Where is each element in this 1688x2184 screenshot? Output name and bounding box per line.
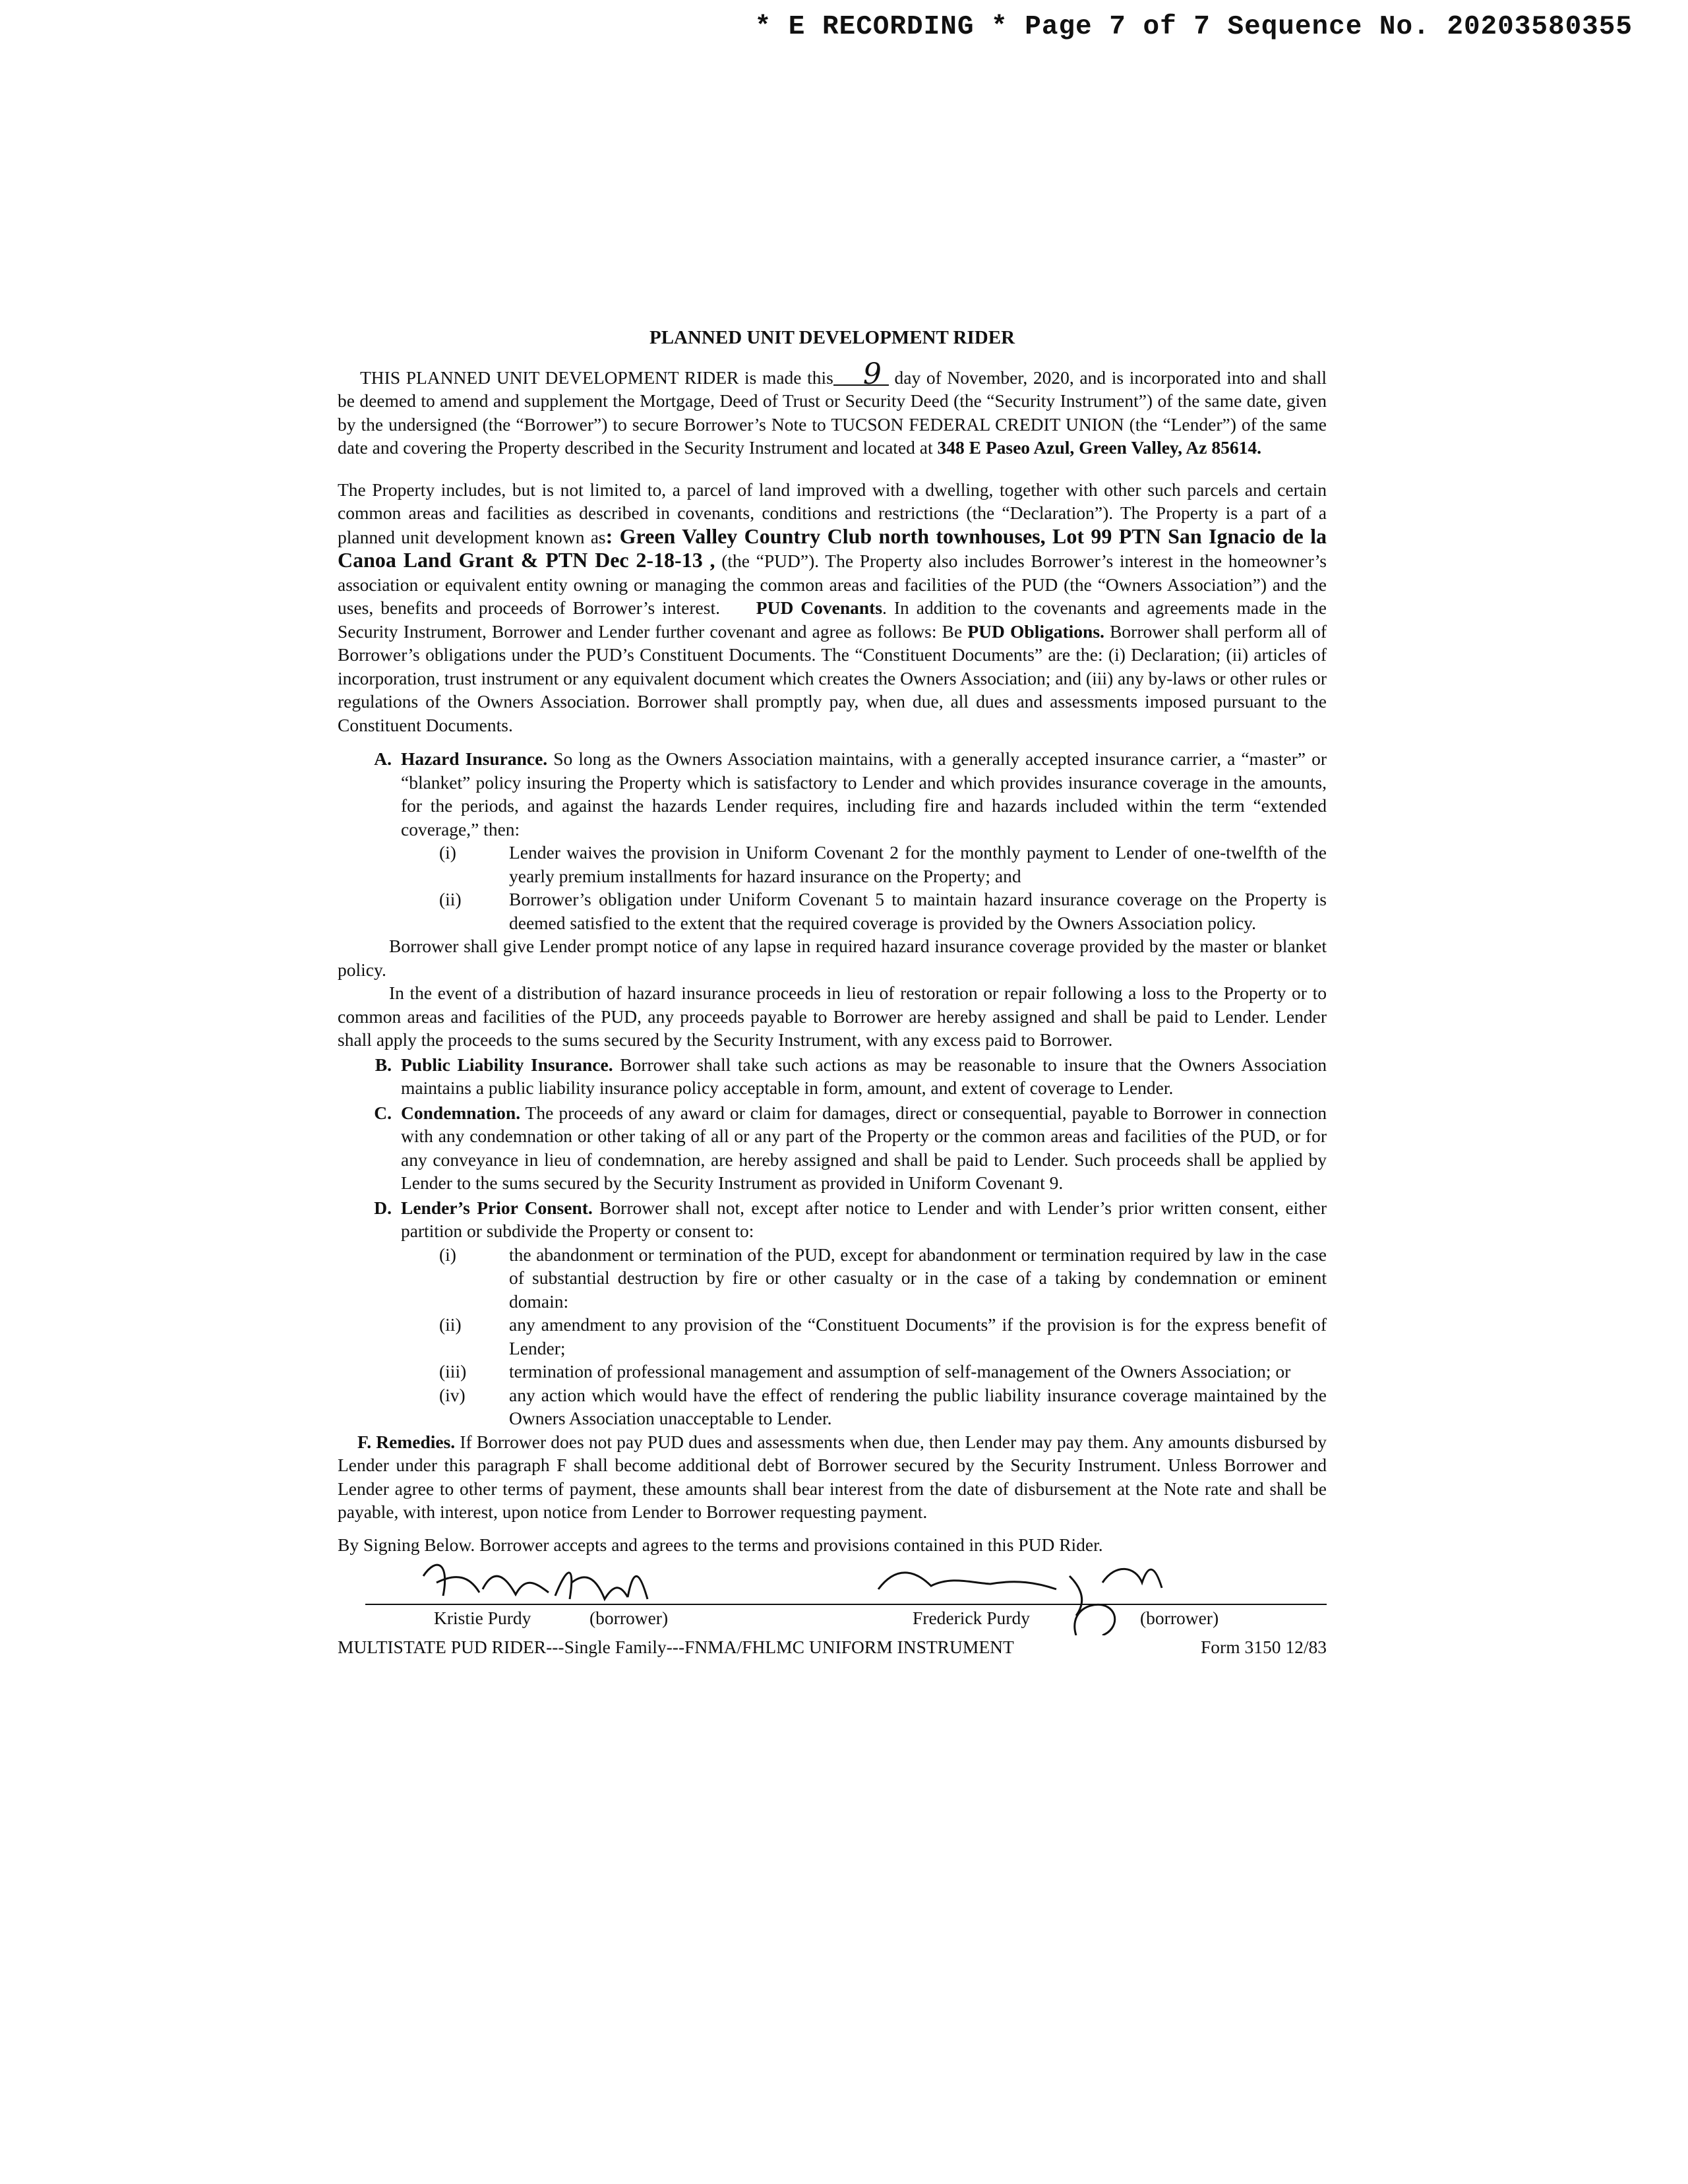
- item-text: any amendment to any provision of the “Constituent Documents” if the provision is for the express benefit of Lender;: [509, 1314, 1327, 1358]
- section-b-heading: Public Liability Insurance.: [401, 1054, 613, 1075]
- signer-2-role: (borrower): [1140, 1608, 1219, 1628]
- signature-block: [338, 1559, 1327, 1631]
- item-text: any action which would have the effect of rendering the public liability insurance coverage maintained by the Owners Association unacceptable to Lender.: [509, 1384, 1327, 1428]
- form-footer: [338, 1635, 1327, 1659]
- document-page: [338, 326, 1327, 1659]
- section-b-letter: B.: [375, 1054, 392, 1075]
- item-number: (i): [439, 842, 456, 863]
- section-a-item: [338, 888, 1327, 934]
- section-f-text: If Borrower does not pay PUD dues and assessments when due, then Lender may pay them. Any amounts disbursed by Lender under this paragraph F shall become additional debt of Borrower secured by the Security Instrument. Unless Borrower and Lender agree to other terms of payment, these amounts shall bear interest from the date of disbursement at the Note rate and shall be payable, with interest, upon notice from Lender to Borrower requesting payment.: [338, 1431, 1327, 1522]
- signing-statement: By Signing Below. Borrower accepts and agrees to the terms and provisions contained in this PUD Rider.: [338, 1534, 1103, 1555]
- section-a-heading: Hazard Insurance.: [401, 748, 548, 769]
- signer-1-name: Kristie Purdy: [434, 1608, 531, 1628]
- item-text: Lender waives the provision in Uniform Covenant 2 for the monthly payment to Lender of one-twelfth of the yearly premium installments for hazard insurance on the Property; and: [509, 842, 1327, 886]
- section-a: [338, 747, 1327, 841]
- intro-text-b: day of November, 2020, and is incorporated into and shall be deemed to amend and supplement the Mortgage, Deed of Trust or Security Deed (the “Security Instrument”) of the same date, given by the undersigned (the “Borrower”) to secure Borrower’s Note to TUCSON FEDERAL CREDIT UNION (the “Lender”) of the same date and covering the Property described in the Security Instrument and located at: [338, 367, 1327, 458]
- signer-2-name: Frederick Purdy: [913, 1608, 1030, 1628]
- section-d: [338, 1196, 1327, 1243]
- intro-paragraph: [338, 357, 1327, 460]
- property-text-d: Borrower shall perform all of Borrower’s obligations under the PUD’s Constituent Documents. The “Constituent Documents” are the: (i) Declaration; (ii) articles of incorporation, trust instrument or any equivalent document which creates the Owners Association; and (iii) any by-laws or other rules or regulations of the Owners Association. Borrower shall promptly pay, when due, all dues and assessments imposed pursuant to the Constituent Documents.: [338, 621, 1327, 735]
- section-a-notice-paragraph: Borrower shall give Lender prompt notice of any lapse in required hazard insurance coverage provided by the master or blanket policy.: [338, 936, 1327, 980]
- footer-form-number: Form 3150 12/83: [1201, 1637, 1327, 1657]
- section-d-heading: Lender’s Prior Consent.: [401, 1197, 593, 1218]
- section-d-item: [338, 1360, 1327, 1383]
- item-text: termination of professional management and assumption of self-management of the Owners Association; or: [509, 1361, 1291, 1381]
- item-text: the abandonment or termination of the PUD, except for abandonment or termination required by law in the case of substantial destruction by fire or other casualty or in the case of a taking by condemnation or eminent domain:: [509, 1244, 1327, 1312]
- section-c-heading: Condemnation.: [401, 1102, 521, 1123]
- section-b: [338, 1053, 1327, 1100]
- property-text-c: . In addition to the covenants and agreements made in the Security Instrument, Borrower and Lender further covenant and agree as follows: Be: [338, 597, 1327, 642]
- section-d-letter: D.: [374, 1197, 392, 1218]
- document-title: PLANNED UNIT DEVELOPMENT RIDER: [649, 327, 1015, 348]
- section-f-heading: F. Remedies.: [357, 1431, 456, 1452]
- item-number: (iii): [439, 1361, 467, 1381]
- property-text-a: The Property includes, but is not limited to, a parcel of land improved with a dwelling, together with other such parcels and certain common areas and facilities as described in covenants, conditions and restrictions (the “Declaration”). The Property is a part of a planned unit development known as: [338, 479, 1327, 547]
- item-text: Borrower’s obligation under Uniform Covenant 5 to maintain hazard insurance coverage on the Property is deemed satisfied to the extent that the required coverage is provided by the Owners Association policy.: [509, 889, 1327, 933]
- section-b-text: Borrower shall take such actions as may be reasonable to insure that the Owners Association maintains a public liability insurance policy acceptable in form, amount, and extent of coverage to Lender.: [401, 1054, 1327, 1098]
- section-d-text: Borrower shall not, except after notice to Lender and with Lender’s prior written consent, either partition or subdivide the Property or consent to:: [401, 1197, 1327, 1241]
- intro-text-a: THIS PLANNED UNIT DEVELOPMENT RIDER is made this: [360, 367, 833, 388]
- pud-obligations-heading: PUD Obligations.: [967, 621, 1104, 642]
- signature-line: [365, 1604, 1327, 1605]
- section-c: [338, 1101, 1327, 1195]
- section-a-proceeds-paragraph: In the event of a distribution of hazard insurance proceeds in lieu of restoration or repair following a loss to the Property or to common areas and facilities of the PUD, any proceeds payable to Borrower are hereby assigned and shall be paid to Lender. Lender shall apply the proceeds to the sums secured by the Security Instrument, with any excess paid to Borrower.: [338, 983, 1327, 1050]
- section-d-item: [338, 1243, 1327, 1314]
- item-number: (iv): [439, 1384, 466, 1405]
- pud-covenants-heading: PUD Covenants: [756, 597, 883, 618]
- footer-form-title: MULTISTATE PUD RIDER---Single Family---FNMA/FHLMC UNIFORM INSTRUMENT: [338, 1637, 1014, 1657]
- property-text-b: (the “PUD”). The Property also includes Borrower’s interest in the homeowner’s association or equivalent entity owning or managing the common areas and facilities of the PUD (the “Owners Association”) and the uses, benefits and proceeds of Borrower’s interest.: [338, 551, 1327, 618]
- property-paragraph: [338, 478, 1327, 737]
- section-c-text: The proceeds of any award or claim for damages, direct or consequential, payable to Borrower in connection with any condemnation or other taking of all or any part of the Property or the common areas and facilities of the PUD, or for any conveyance in lieu of condemnation, are hereby assigned and shall be paid to Lender. Such proceeds shall be applied by Lender to the sums secured by the Security Instrument as provided in Uniform Covenant 9.: [401, 1102, 1327, 1193]
- section-c-letter: C.: [374, 1102, 392, 1123]
- recording-header: * E RECORDING * Page 7 of 7 Sequence No. 20203580355: [754, 12, 1633, 42]
- section-a-letter: A.: [374, 748, 392, 769]
- property-address: 348 E Paseo Azul, Green Valley, Az 85614.: [937, 437, 1261, 458]
- section-a-item: [338, 841, 1327, 888]
- item-number: (i): [439, 1244, 456, 1265]
- item-number: (ii): [439, 1314, 462, 1335]
- item-number: (ii): [439, 889, 462, 909]
- section-d-item: [338, 1313, 1327, 1360]
- pud-name: : Green Valley Country Club north townhouses, Lot 99 PTN San Ignacio de la Canoa Land Grant & PTN Dec 2-18-13 ,: [338, 524, 1327, 572]
- signer-1-role: (borrower): [589, 1608, 669, 1628]
- day-handwritten-field: 9: [833, 365, 889, 386]
- section-a-text: So long as the Owners Association maintains, with a generally accepted insurance carrier, a “master” or “blanket” policy insuring the Property which is satisfactory to Lender and which provides insurance coverage in the amounts, for the periods, and against the hazards Lender requires, including fire and hazards included within the term “extended coverage,” then:: [401, 748, 1327, 839]
- section-f: [338, 1430, 1327, 1524]
- section-d-item: [338, 1383, 1327, 1430]
